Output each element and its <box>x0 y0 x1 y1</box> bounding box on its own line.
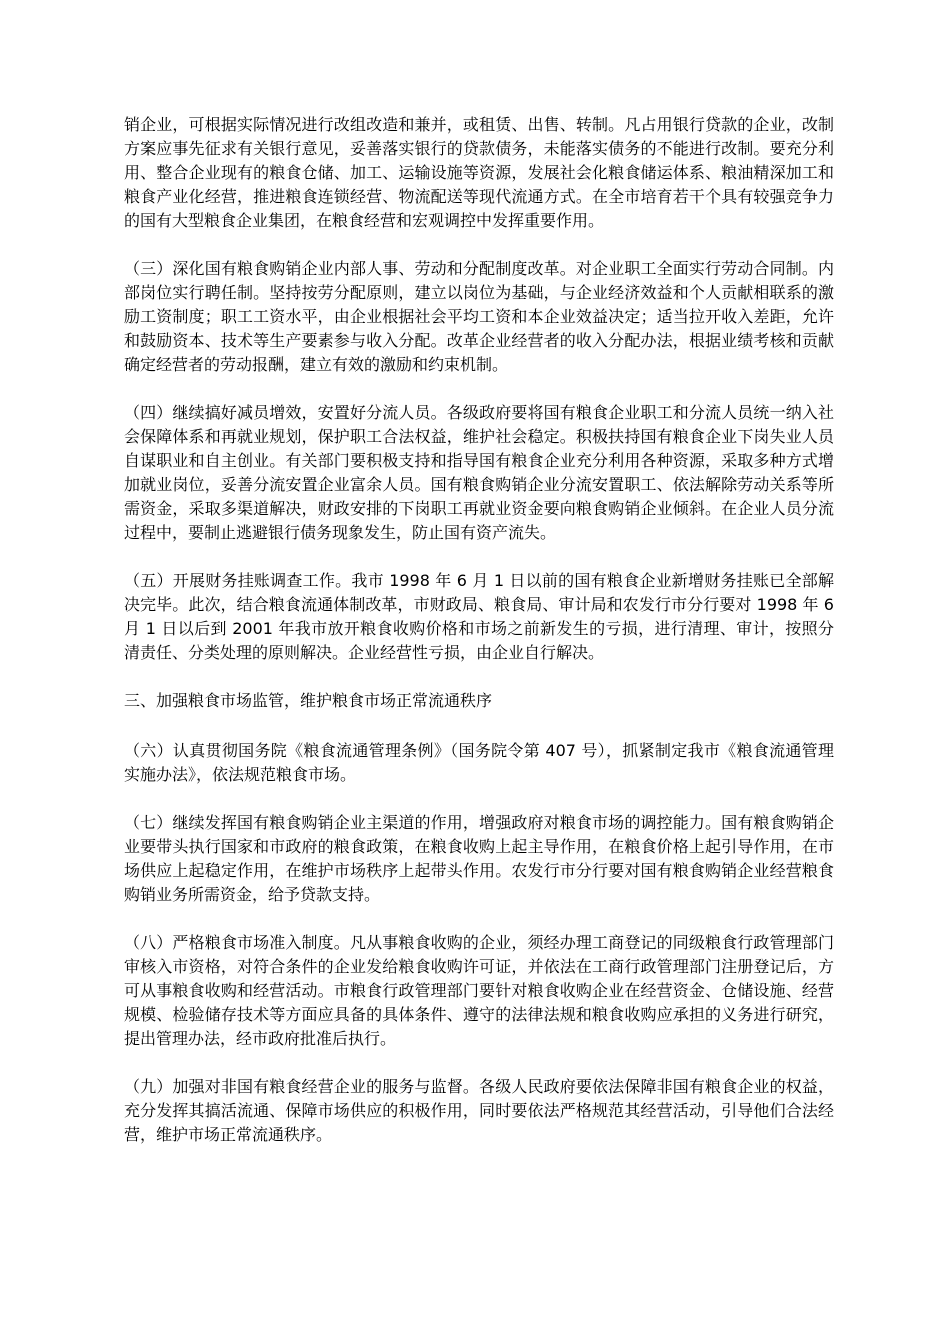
paragraph-section-5: （五）开展财务挂账调查工作。我市 1998 年 6 月 1 日以前的国有粮食企业新增财务挂账已全部解决完毕。此次，结合粮食流通体制改革，市财政局、粮食局、审计局和农发行市分行要对 1998 年 6 月 1 日以后到 2001 年我市放开粮食收购价格和市场之前新发生的亏损，进行清理、审计，按照分清责任、分类处理的原则解决。企业经营性亏损，由企业自行解决。 <box>124 571 834 662</box>
paragraph-section-9: （九）加强对非国有粮食经营企业的服务与监督。各级人民政府要依法保障非国有粮食企业的权益，充分发挥其搞活流通、保障市场供应的积极作用，同时要依法严格规范其经营活动，引导他们合法经营，维护市场正常流通秩序。 <box>124 1077 834 1144</box>
paragraph-continuation: 销企业，可根据实际情况进行改组改造和兼并，或租赁、出售、转制。凡占用银行贷款的企业，改制方案应事先征求有关银行意见，妥善落实银行的贷款债务，未能落实债务的不能进行改制。要充分利用、整合企业现有的粮食仓储、加工、运输设施等资源，发展社会化粮食储运体系、粮油精深加工和粮食产业化经营，推进粮食连锁经营、物流配送等现代流通方式。在全市培育若干个具有较强竞争力的国有大型粮食企业集团，在粮食经营和宏观调控中发挥重要作用。 <box>124 115 834 230</box>
paragraph-section-7: （七）继续发挥国有粮食购销企业主渠道的作用，增强政府对粮食市场的调控能力。国有粮食购销企业要带头执行国家和市政府的粮食政策，在粮食收购上起主导作用，在粮食价格上起引导作用，在市场供应上起稳定作用，在维护市场秩序上起带头作用。农发行市分行要对国有粮食购销企业经营粮食购销业务所需资金，给予贷款支持。 <box>124 813 834 904</box>
paragraph-section-3: （三）深化国有粮食购销企业内部人事、劳动和分配制度改革。对企业职工全面实行劳动合同制。内部岗位实行聘任制。坚持按劳分配原则，建立以岗位为基础，与企业经济效益和个人贡献相联系的激励工资制度；职工工资水平，由企业根据社会平均工资和本企业效益决定；适当拉开收入差距，允许和鼓励资本、技术等生产要素参与收入分配。改革企业经营者的收入分配办法，根据业绩考核和贡献确定经营者的劳动报酬，建立有效的激励和约束机制。 <box>124 259 834 374</box>
paragraph-section-6: （六）认真贯彻国务院《粮食流通管理条例》（国务院令第 407 号），抓紧制定我市《粮食流通管理实施办法》，依法规范粮食市场。 <box>124 741 834 784</box>
paragraph-section-4: （四）继续搞好减员增效，安置好分流人员。各级政府要将国有粮食企业职工和分流人员统一纳入社会保障体系和再就业规划，保护职工合法权益，维护社会稳定。积极扶持国有粮食企业下岗失业人员自谋职业和自主创业。有关部门要积极支持和指导国有粮食企业充分利用各种资源，采取多种方式增加就业岗位，妥善分流安置企业富余人员。国有粮食购销企业分流安置职工、依法解除劳动关系等所需资金，采取多渠道解决，财政安排的下岗职工再就业资金要向粮食购销企业倾斜。在企业人员分流过程中，要制止逃避银行债务现象发生，防止国有资产流失。 <box>124 403 834 542</box>
document-page <box>124 113 834 1147</box>
paragraph-section-8: （八）严格粮食市场准入制度。凡从事粮食收购的企业，须经办理工商登记的同级粮食行政管理部门审核入市资格，对符合条件的企业发给粮食收购许可证，并依法在工商行政管理部门注册登记后，方可从事粮食收购和经营活动。市粮食行政管理部门要针对粮食收购企业在经营资金、仓储设施、经营规模、检验储存技术等方面应具备的具体条件、遵守的法律法规和粮食收购应承担的义务进行研究，提出管理办法，经市政府批准后执行。 <box>124 933 834 1048</box>
section-heading: 三、加强粮食市场监管，维护粮食市场正常流通秩序 <box>124 691 493 710</box>
